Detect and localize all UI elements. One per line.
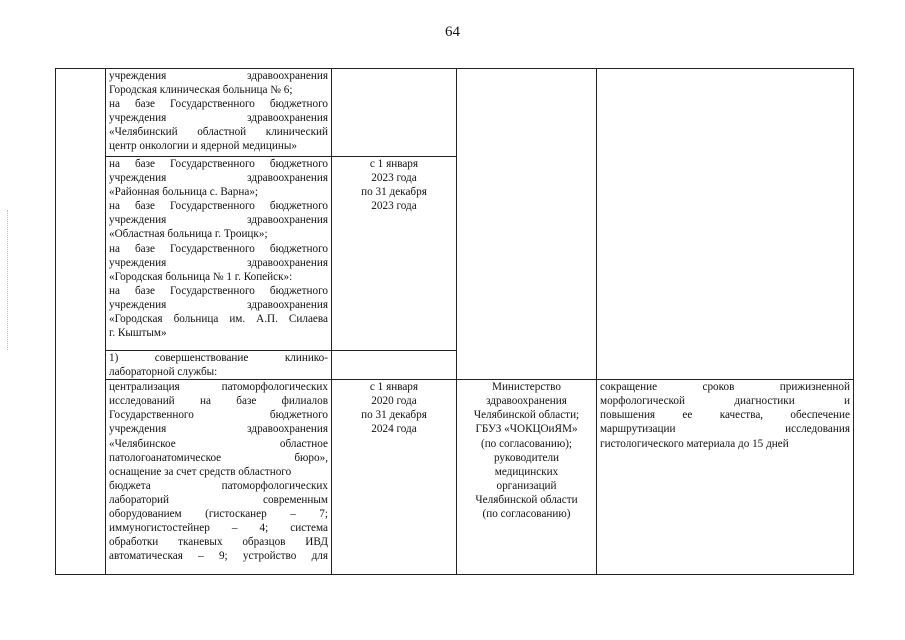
- text-line: «Челябинский областной клинический: [109, 126, 328, 139]
- text-line: Челябинской области;: [473, 409, 580, 422]
- text-line: 2023 года: [371, 200, 417, 213]
- text-line: Государственного бюджетного: [109, 409, 328, 422]
- measure-cell: [106, 157, 332, 351]
- text-line: учреждения здравоохранения: [109, 256, 328, 269]
- margin-dotted-mark: [7, 210, 9, 350]
- measure-cell: [106, 69, 332, 157]
- text-line: оборудованием (гистосканер – 7;: [109, 508, 328, 521]
- text-line: по 31 декабря: [361, 186, 427, 199]
- text-line: исследований на базе филиалов: [109, 395, 328, 408]
- responsible-cell: [457, 69, 597, 380]
- table-row: [56, 69, 854, 157]
- number-cell: [56, 69, 106, 575]
- text-line: медицинских: [494, 465, 559, 478]
- text-line: (по согласованию): [482, 508, 571, 521]
- text-line: бюджета патоморфологических: [109, 479, 328, 492]
- table-row: [56, 380, 854, 575]
- text-line: организаций: [496, 479, 557, 492]
- period-cell: [332, 69, 457, 157]
- text-line: учреждения здравоохранения: [109, 70, 328, 82]
- text-line: «Районная больница с. Варна»;: [109, 186, 259, 199]
- text-line: 2023 года: [371, 172, 417, 185]
- measure-cell: [106, 351, 332, 380]
- text-line: лабораторий современным: [109, 493, 328, 506]
- text-line: 2024 года: [371, 423, 417, 436]
- text-line: 1) совершенствование клинико-: [109, 352, 328, 364]
- text-line: 2020 года: [371, 395, 417, 408]
- result-cell: [597, 69, 854, 380]
- text-line: «Городская больница № 1 г. Копейск»:: [109, 270, 293, 283]
- text-line: автоматическая – 9; устройство для: [109, 550, 328, 563]
- period-cell: [332, 351, 457, 380]
- text-line: Городская клиническая больница № 6;: [109, 84, 293, 97]
- period-cell: [332, 157, 457, 351]
- text-line: Министерство: [492, 381, 561, 394]
- text-line: на базе Государственного бюджетного: [109, 158, 328, 170]
- page-number: 64: [445, 24, 460, 40]
- text-line: «Городская больница им. А.П. Силаева: [109, 313, 328, 326]
- text-line: «Челябинское областное: [109, 437, 328, 450]
- text-line: на базе Государственного бюджетного: [109, 242, 328, 255]
- text-line: сокращение сроков прижизненной: [600, 381, 850, 394]
- text-line: по 31 декабря: [361, 409, 427, 422]
- text-line: здравоохранения: [486, 395, 567, 408]
- text-line: учреждения здравоохранения: [109, 423, 328, 436]
- text-line: г. Кыштым»: [109, 327, 167, 340]
- text-line: ГБУЗ «ЧОКЦОиЯМ»: [475, 423, 578, 436]
- text-line: на базе Государственного бюджетного: [109, 98, 328, 111]
- text-line: (по согласованию);: [480, 437, 573, 450]
- text-line: маршрутизации исследования: [600, 423, 850, 436]
- text-line: «Областная больница г. Троицк»;: [109, 228, 268, 241]
- plan-table: [55, 68, 854, 575]
- text-line: морфологической диагностики и: [600, 395, 850, 408]
- text-line: лабораторной службы:: [109, 366, 218, 379]
- text-line: гистологического материала до 15 дней: [600, 437, 789, 450]
- text-line: Челябинской области: [475, 493, 578, 506]
- result-cell: [597, 380, 854, 575]
- text-line: иммуногистостейнер – 4; система: [109, 522, 328, 535]
- responsible-cell: [457, 380, 597, 575]
- text-line: патологоанатомическое бюро»,: [109, 451, 328, 464]
- text-line: учреждения здравоохранения: [109, 298, 328, 311]
- text-line: централизация патоморфологических: [109, 381, 328, 394]
- measure-cell: [106, 380, 332, 575]
- period-cell: [332, 380, 457, 575]
- text-line: учреждения здравоохранения: [109, 214, 328, 227]
- text-line: центр онкологии и ядерной медицины»: [109, 140, 297, 153]
- text-line: с 1 января: [369, 158, 419, 170]
- text-line: с 1 января: [369, 381, 419, 394]
- text-line: на базе Государственного бюджетного: [109, 200, 328, 213]
- text-line: на базе Государственного бюджетного: [109, 284, 328, 297]
- text-line: учреждения здравоохранения: [109, 172, 328, 185]
- text-line: оснащение за счет средств областного: [109, 465, 292, 478]
- text-line: руководители: [493, 451, 560, 464]
- text-line: обработки тканевых образцов ИВД: [109, 536, 328, 549]
- text-line: повышения ее качества, обеспечение: [600, 409, 850, 422]
- text-line: учреждения здравоохранения: [109, 112, 328, 125]
